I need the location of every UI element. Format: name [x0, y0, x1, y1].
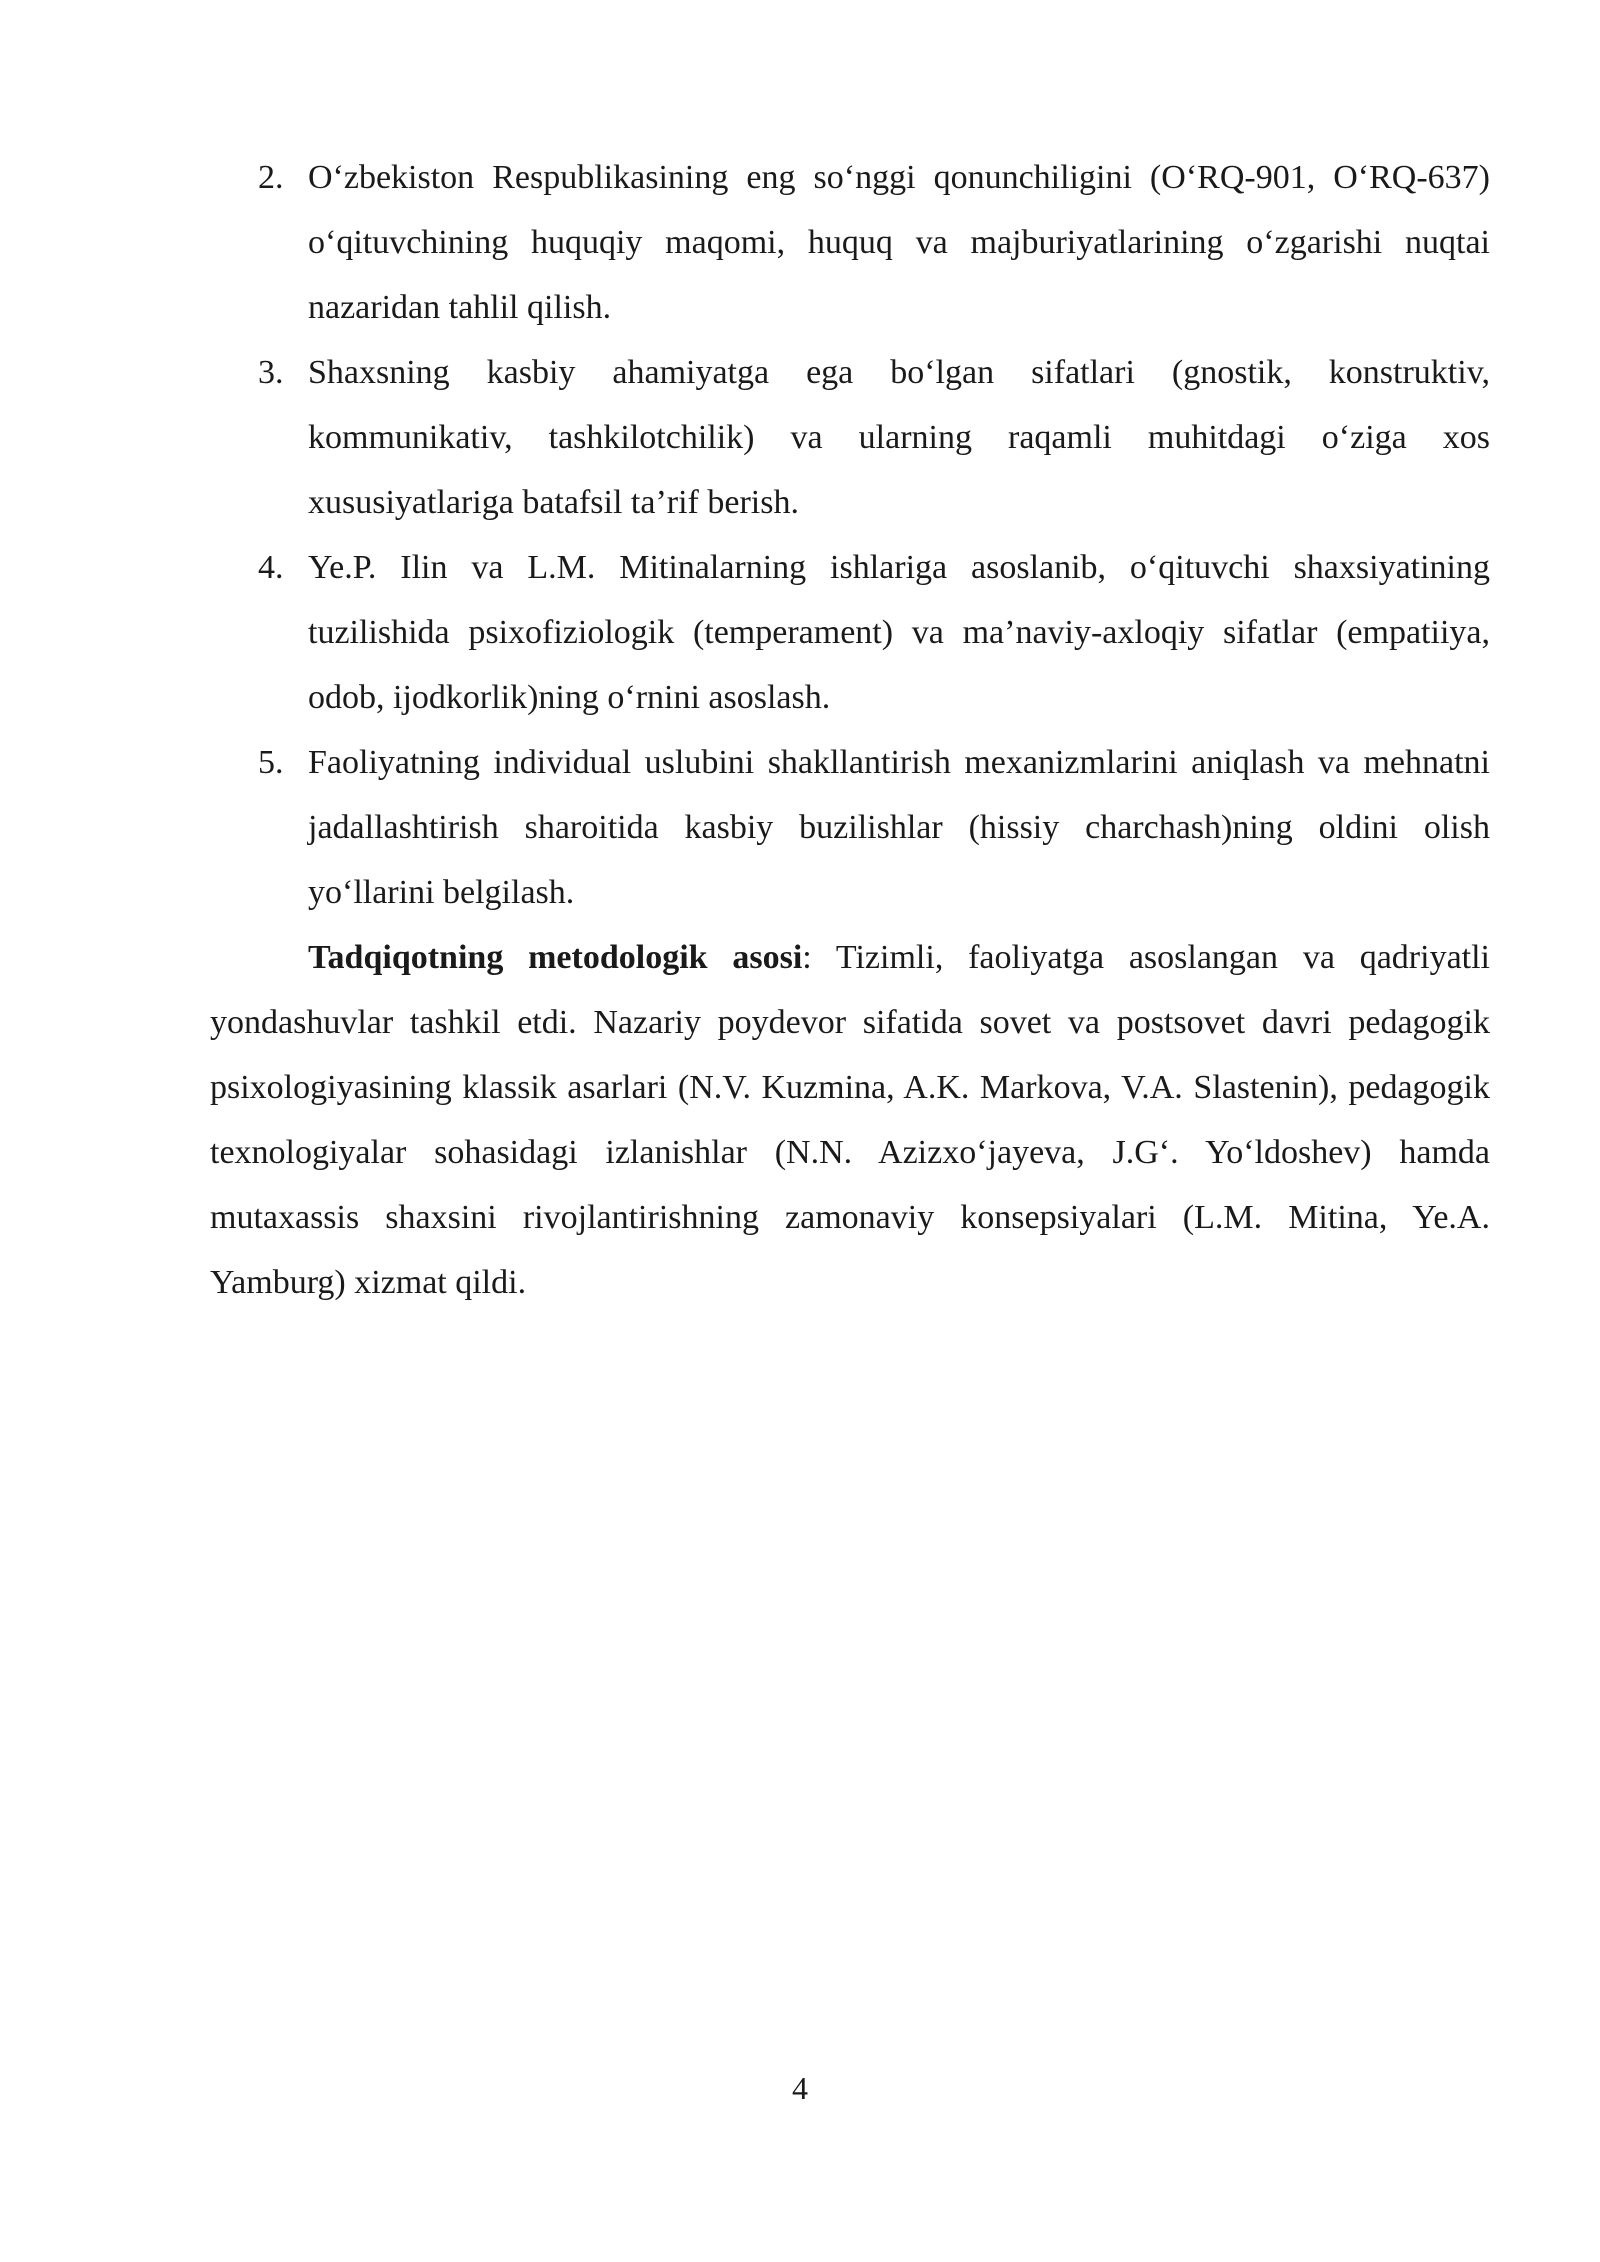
- document-page: [210, 145, 1490, 1315]
- list-item-text: Faoliyatning individual uslubini shakllantirish mexanizmlarini aniqlash va mehnatni jadallashtirish sharoitida kasbiy buzilishlar (hissiy charchash)ning oldini olish yo‘llarini belgilash.: [308, 744, 1490, 911]
- methodology-paragraph: [210, 925, 1490, 1315]
- list-item-number: 2.: [258, 159, 284, 196]
- methodology-separator: :: [802, 939, 812, 976]
- list-item-number: 4.: [258, 549, 284, 586]
- list-item-text: O‘zbekiston Respublikasining eng so‘nggi qonunchiligini (O‘RQ-901, O‘RQ-637) o‘qituvchining huquqiy maqomi, huquq va majburiyatlarining o‘zgarishi nuqtai nazaridan tahlil qilish.: [308, 159, 1490, 326]
- methodology-heading: Tadqiqotning metodologik asosi: [308, 939, 803, 976]
- page-number: 4: [792, 2070, 808, 2106]
- list-item: [210, 145, 1490, 340]
- list-item-number: 5.: [258, 744, 284, 781]
- list-item: [210, 730, 1490, 925]
- methodology-text: Tizimli, faoliyatga asoslangan va qadriyatli yondashuvlar tashkil etdi. Nazariy poydevor sifatida sovet va postsovet davri pedagogik psixologiyasining klassik asarlari (N.V. Kuzmina, A.K. Markova, V.A. Slastenin), pedagogik texnologiyalar sohasidagi izlanishlar (N.N. Azizxo‘jayeva, J.G‘. Yo‘ldoshev) hamda mutaxassis shaxsini rivojlantirishning zamonaviy konsepsiyalari (L.M. Mitina, Ye.A. Yamburg) xizmat qildi.: [210, 939, 1490, 1301]
- list-item-text: Shaxsning kasbiy ahamiyatga ega bo‘lgan sifatlari (gnostik, konstruktiv, kommunikativ, tashkilotchilik) va ularning raqamli muhitdagi o‘ziga xos xususiyatlariga batafsil ta’rif berish.: [308, 354, 1490, 521]
- list-item-number: 3.: [258, 354, 284, 391]
- list-item-text: Ye.P. Ilin va L.M. Mitinalarning ishlariga asoslanib, o‘qituvchi shaxsiyatining tuzilishida psixofiziologik (temperament) va ma’naviy-axloqiy sifatlar (empatiiya, odob, ijodkorlik)ning o‘rnini asoslash.: [308, 549, 1490, 716]
- numbered-list: [210, 145, 1490, 925]
- list-item: [210, 340, 1490, 535]
- list-item: [210, 535, 1490, 730]
